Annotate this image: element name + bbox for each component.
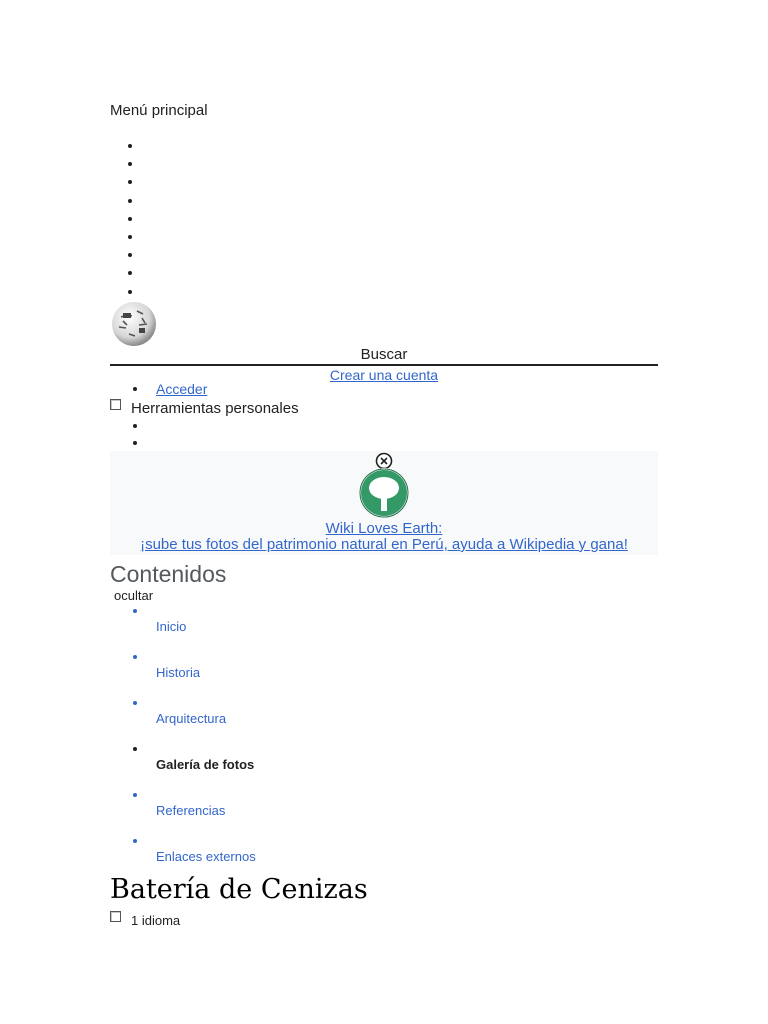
main-menu-label[interactable]: Menú principal [110, 102, 208, 119]
search-divider [110, 364, 658, 366]
bullet [133, 701, 137, 705]
bullet [133, 609, 137, 613]
language-checkbox[interactable] [110, 911, 121, 922]
bullet [133, 793, 137, 797]
bullet [133, 747, 137, 751]
toc-link-current[interactable]: Galería de fotos [156, 757, 255, 772]
bullet [133, 655, 137, 659]
toc-title: Contenidos [110, 561, 227, 587]
toc-link[interactable]: Enlaces externos [156, 849, 256, 864]
bullet [133, 839, 137, 843]
wikipedia-globe-icon[interactable] [109, 301, 159, 347]
create-account-link-text[interactable]: Crear una cuenta [329, 367, 439, 383]
banner-text-link[interactable]: ¡sube tus fotos del patrimonio natural en Perú, ayuda a Wikipedia y gana! [140, 536, 628, 553]
banner-title-link[interactable]: Wiki Loves Earth: [325, 520, 443, 537]
toc-link[interactable]: Referencias [156, 803, 226, 818]
bullet [133, 424, 137, 428]
toc-link[interactable]: Arquitectura [156, 711, 227, 726]
search-label[interactable]: Buscar [360, 346, 408, 363]
banner-title[interactable] [110, 520, 658, 537]
language-selector[interactable]: 1 idioma [131, 913, 181, 928]
banner-text[interactable] [110, 536, 658, 553]
personal-tools-checkbox[interactable] [110, 399, 121, 410]
page-title: Batería de Cenizas [110, 874, 368, 905]
toc-hide-button[interactable]: ocultar [114, 588, 154, 603]
bullet [133, 387, 137, 391]
login-link[interactable] [156, 381, 207, 397]
login-link-text[interactable]: Acceder [156, 381, 208, 397]
personal-tools-label[interactable]: Herramientas personales [131, 400, 299, 417]
bullet [133, 441, 137, 445]
toc-link[interactable]: Historia [156, 665, 201, 680]
toc-link[interactable]: Inicio [156, 619, 187, 634]
tree-icon[interactable] [358, 467, 410, 519]
